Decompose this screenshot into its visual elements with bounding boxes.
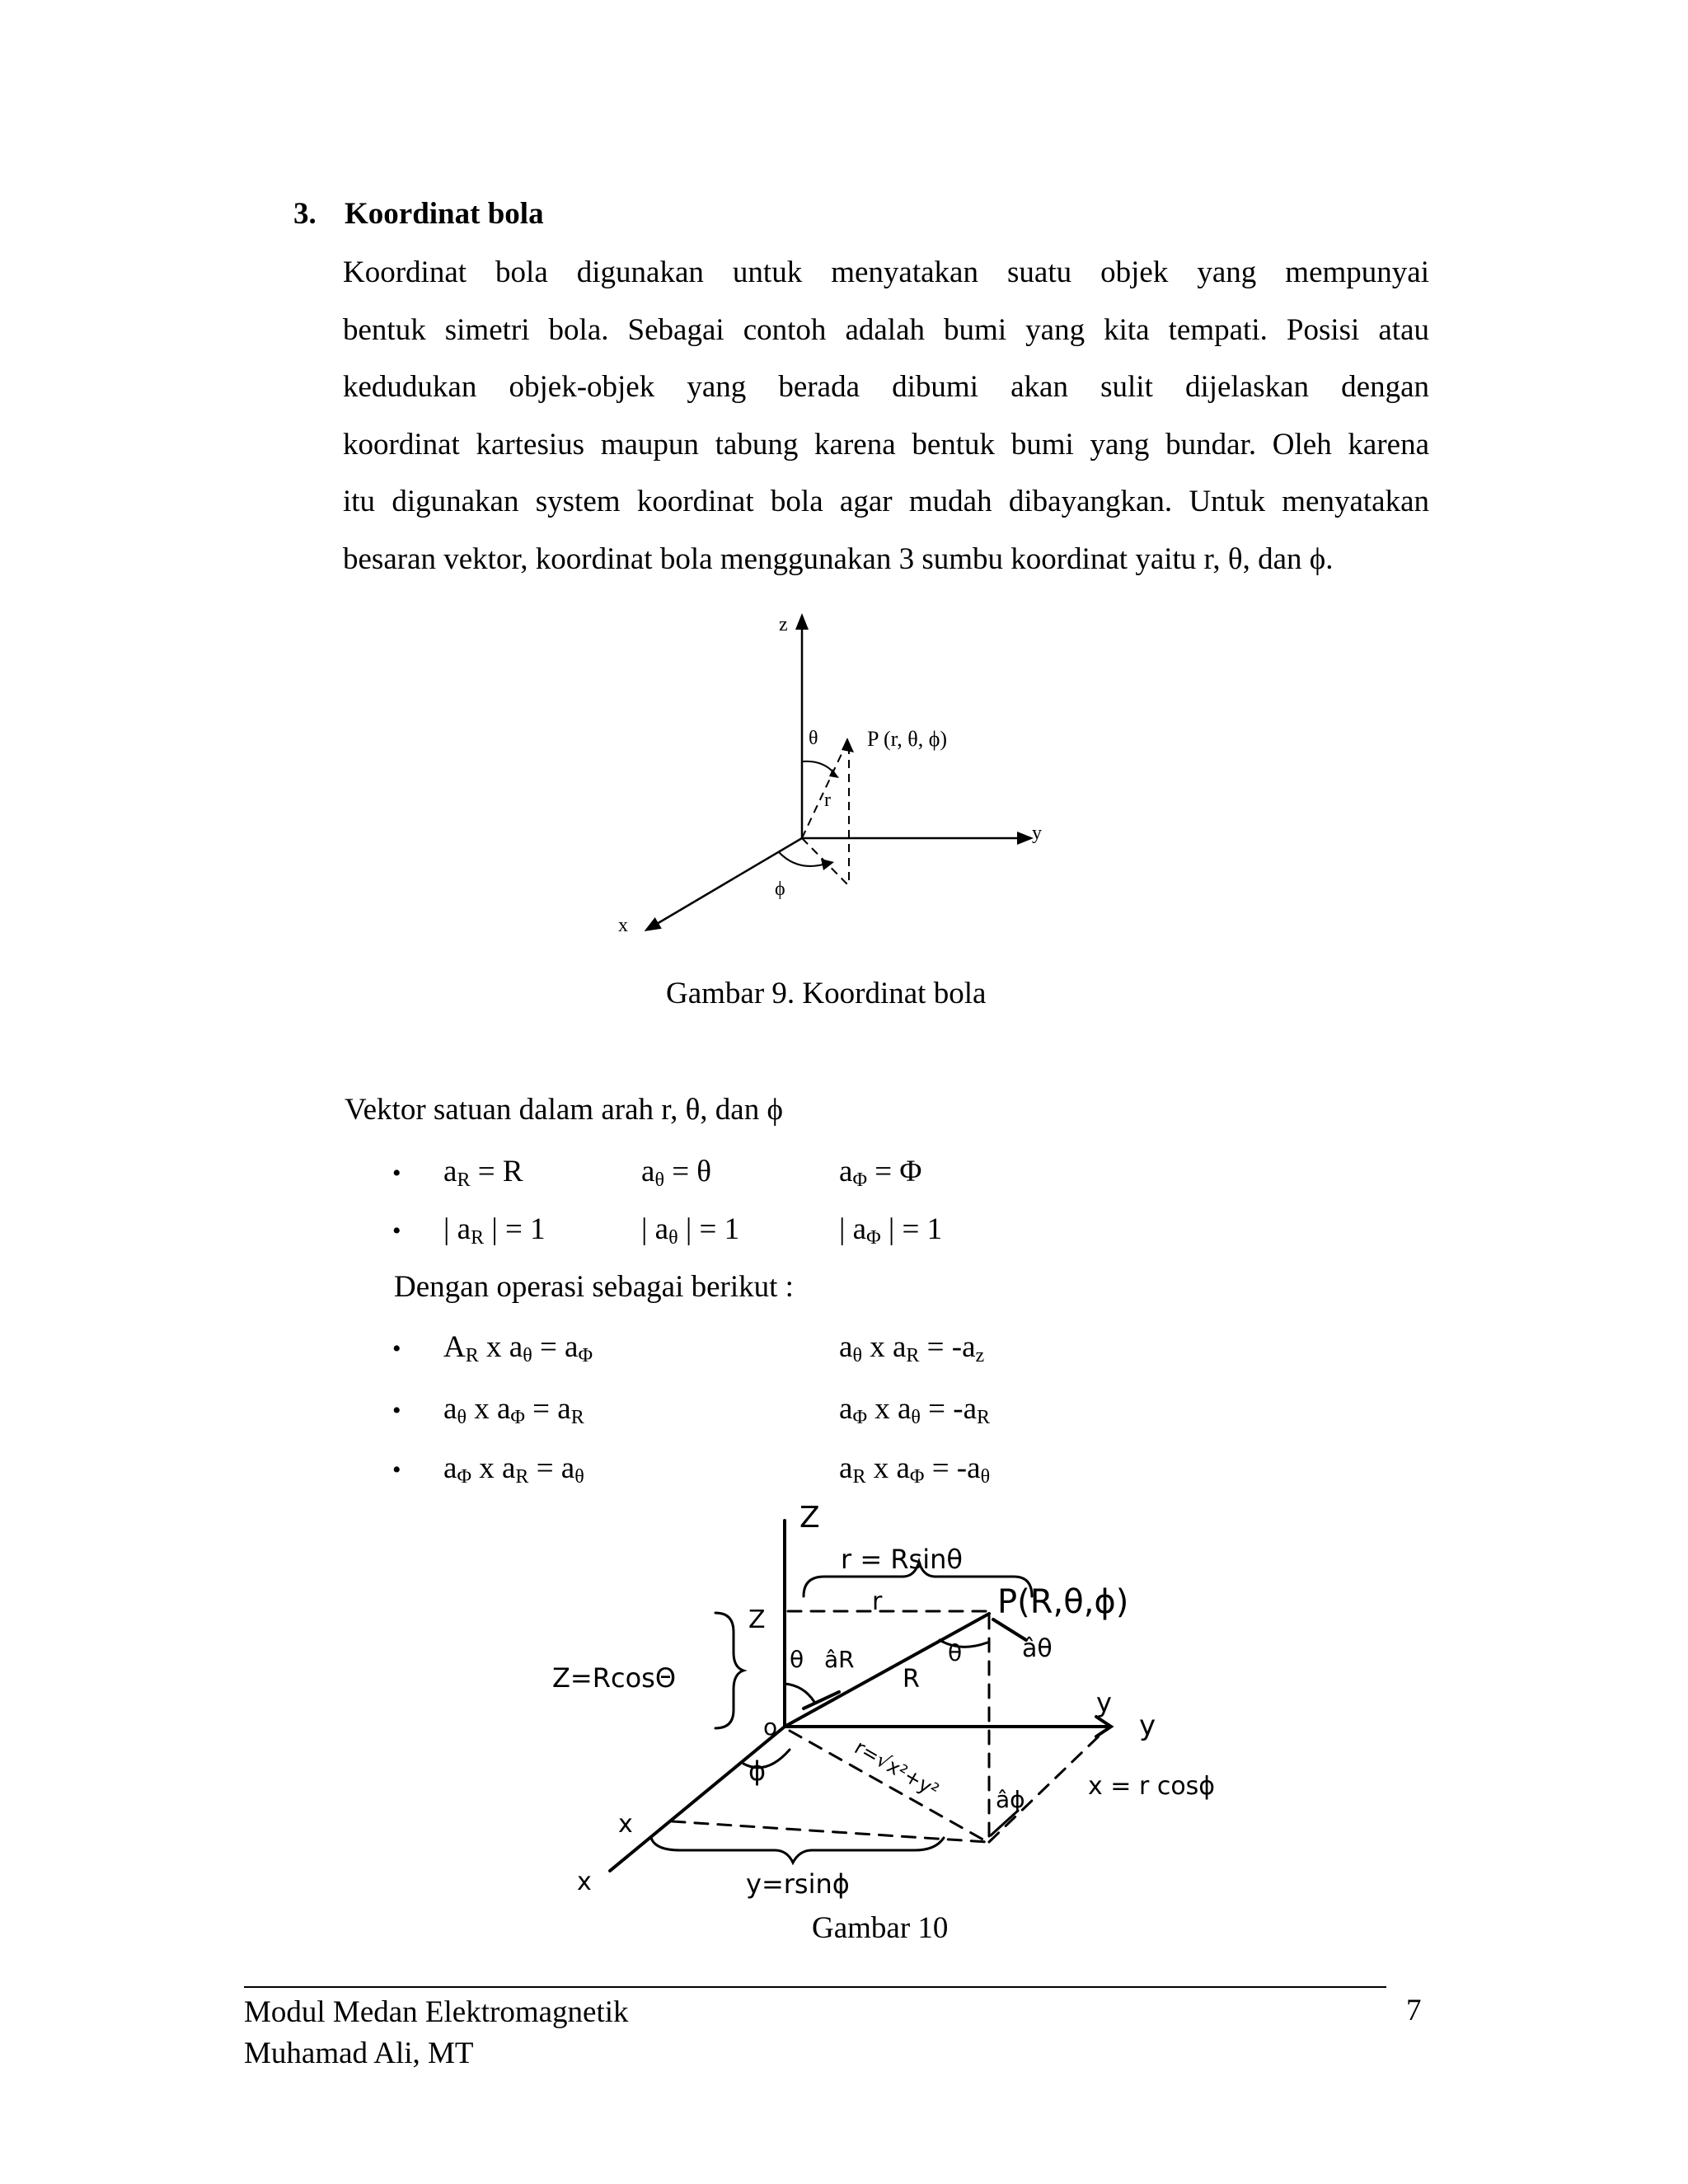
paragraph-line: Koordinat bola digunakan untuk menyatakan suatu objek yang mempunyai <box>343 255 1429 289</box>
op-left-3: $a_\Phi$ x $a_R = a_\theta$ <box>443 1451 584 1488</box>
theta-arc-point <box>940 1640 987 1647</box>
figure-10-diagram <box>528 1496 1253 1916</box>
magnitude-aphi: | $a_\Phi$ | = 1 <box>839 1212 943 1249</box>
fig10-r-eq: r = Rsinθ <box>841 1544 963 1575</box>
fig10-y-eq: y=rsinϕ <box>746 1868 850 1900</box>
fig10-x-near: x <box>618 1810 633 1839</box>
unit-row-1 <box>392 1154 401 1189</box>
theta-arc <box>802 762 834 773</box>
body-paragraph <box>343 244 1429 588</box>
footer-divider <box>244 1986 1386 1988</box>
op-right-1: $a_\theta$ x $a_R = -a_z$ <box>839 1330 985 1366</box>
aphi-arrow <box>991 1811 1018 1835</box>
phi-arc <box>779 852 826 866</box>
z-brace <box>715 1613 743 1728</box>
fig10-r: r <box>872 1587 883 1616</box>
fig10-phi: ϕ <box>748 1755 767 1787</box>
ground-r-dashed <box>790 1731 987 1842</box>
y-brace <box>651 1838 944 1863</box>
paragraph-line: bentuk simetri bola. Sebagai contoh adalah bumi yang kita tempati. Posisi atau <box>343 312 1429 347</box>
op-bullet: • <box>392 1456 401 1483</box>
op-left-1: $A_R$ x $a_\theta = a_\Phi$ <box>443 1330 593 1366</box>
fig10-z-eq: Z=RcosΘ <box>552 1662 676 1694</box>
fig9-z-label: z <box>779 614 788 635</box>
figure-9-caption: Gambar 9. Koordinat bola <box>666 977 987 1010</box>
fig9-phi-label: ϕ <box>775 879 785 900</box>
fig9-x-label: x <box>618 915 628 936</box>
fig10-aR: âR <box>824 1646 855 1673</box>
footer-title: Modul Medan Elektromagnetik <box>244 1995 629 2029</box>
unit-aphi: $a_\Phi = \Phi$ <box>839 1155 922 1191</box>
operations-intro: Dengan operasi sebagai berikut : <box>394 1270 794 1304</box>
fig9-r-label: r <box>824 790 831 811</box>
y-parallel-dashed <box>672 1821 987 1842</box>
unit-row-2 <box>392 1212 401 1247</box>
R-vector <box>785 1614 989 1727</box>
fig10-x-eq: x = r cosϕ <box>1088 1772 1216 1801</box>
unit-vectors-intro: Vektor satuan dalam arah r, θ, dan ϕ <box>345 1093 783 1127</box>
section-number: 3. <box>293 197 316 231</box>
paragraph-line: koordinat kartesius maupun tabung karena bentuk bumi yang bundar. Oleh karena <box>343 427 1429 462</box>
unit-atheta: $a_\theta = \theta$ <box>641 1155 712 1191</box>
magnitude-atheta: | $a_\theta$ | = 1 <box>641 1212 740 1249</box>
op-bullet: • <box>392 1397 401 1424</box>
r-vector-arrowhead <box>842 738 854 752</box>
op-right-2: $a_\Phi$ x $a_\theta = -a_R$ <box>839 1392 991 1428</box>
fig10-x-far: x <box>577 1868 592 1896</box>
op-right-3: $a_R$ x $a_\Phi = -a_\theta$ <box>839 1451 991 1488</box>
fig10-origin: o <box>763 1713 778 1741</box>
fig10-a-theta: âθ <box>1022 1634 1053 1663</box>
footer-author: Muhamad Ali, MT <box>244 2036 474 2070</box>
fig10-y-right: y <box>1139 1709 1156 1742</box>
fig10-theta-origin: θ <box>790 1646 804 1673</box>
fig10-r-sqrt: r=√x²+y² <box>851 1735 943 1802</box>
op-bullet: • <box>392 1335 401 1362</box>
fig10-theta-point: θ <box>948 1639 963 1666</box>
fig10-R: R <box>903 1665 920 1694</box>
fig10-a-phi: âϕ <box>996 1786 1025 1813</box>
fig10-point: P(R,θ,ϕ) <box>997 1583 1129 1621</box>
paragraph-line: kedudukan objek-objek yang berada dibumi akan sulit dijelaskan dengan <box>343 370 1429 404</box>
fig10-Z-top: Z <box>799 1501 820 1535</box>
bullet: • <box>392 1160 401 1187</box>
unit-aR: $a_R = R$ <box>443 1155 523 1191</box>
atheta-arrow <box>993 1619 1026 1640</box>
theta-arc-origin <box>785 1684 814 1702</box>
fig10-y-axis-end: y <box>1096 1687 1112 1718</box>
section-title: Koordinat bola <box>345 197 544 231</box>
fig9-y-label: y <box>1032 823 1042 844</box>
paragraph-line: besaran vektor, koordinat bola menggunakan 3 sumbu koordinat yaitu r, θ, dan ϕ. <box>343 541 1334 576</box>
section-heading <box>293 196 544 232</box>
fig10-z: Z <box>748 1605 766 1634</box>
fig9-theta-label: θ <box>809 728 818 749</box>
figure-10-caption: Gambar 10 <box>812 1911 949 1945</box>
fig9-point-label: P (r, θ, ϕ) <box>867 727 948 751</box>
bullet: • <box>392 1217 401 1244</box>
figure-9-diagram <box>610 602 1071 956</box>
paragraph-line: itu digunakan system koordinat bola agar mudah dibayangkan. Untuk menyatakan <box>343 485 1429 518</box>
op-left-2: $a_\theta$ x $a_\Phi = a_R$ <box>443 1392 584 1428</box>
magnitude-aR: | $a_R$ | = 1 <box>443 1212 546 1249</box>
page-number: 7 <box>1406 1994 1422 2027</box>
